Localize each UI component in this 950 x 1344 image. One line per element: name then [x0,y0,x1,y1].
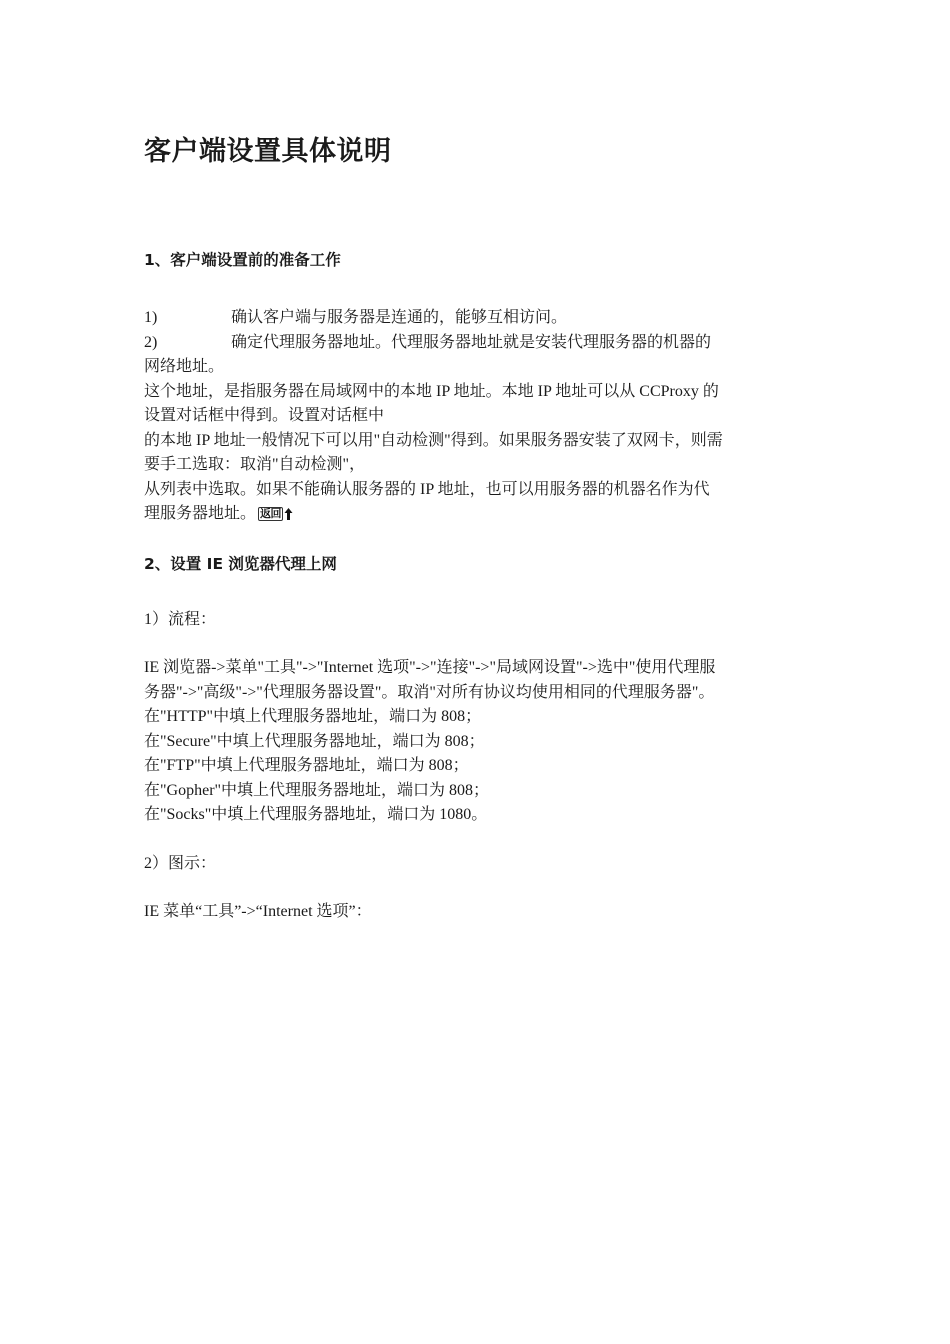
return-link[interactable] [258,507,293,521]
menu-caption: IE 菜单“工具”->“Internet 选项”： [144,903,372,920]
flow-body [144,656,756,828]
paragraph-line: 设置对话框中得到。设置对话框中 [144,407,385,424]
step1-label-block [144,608,756,633]
paragraph-line-text: 理服务器地址。 [144,505,257,522]
list-item [144,331,756,356]
paragraph-line: 在"Socks"中填上代理服务器地址，端口为 1080。 [144,806,488,823]
list-item-text: 确认客户端与服务器是连通的，能够互相访问。 [231,309,568,326]
paragraph-line: 在"Gopher"中填上代理服务器地址，端口为 808； [144,781,490,799]
paragraph-line: 的本地 IP 地址一般情况下可以用"自动检测"得到。如果服务器安装了双网卡，则需 [144,431,723,449]
paragraph-line: 在"HTTP"中填上代理服务器地址，端口为 808； [144,708,482,725]
paragraph-line: 要手工选取：取消"自动检测"， [144,456,366,473]
step2-label-block [144,852,756,877]
section2-heading: 2、设置 IE 浏览器代理上网 [144,555,337,573]
paragraph-line: 这个地址，是指服务器在局域网中的本地 IP 地址。本地 IP 地址可以从 CCProxy 的 [144,382,719,400]
list-item-number: 2) [144,333,158,351]
paragraph-line: 务器"->"高级"->"代理服务器设置"。取消"对所有协议均使用相同的代理服务器"。 [144,683,715,701]
step1-label: 1）流程： [144,611,217,628]
menu-caption-block [144,900,756,925]
paragraph-line: 在"Secure"中填上代理服务器地址，端口为 808； [144,732,485,750]
list-item [144,306,756,331]
step2-label: 2）图示： [144,855,217,872]
list-item-text: 确定代理服务器地址。代理服务器地址就是安装代理服务器的机器的 [231,333,712,351]
section1-heading: 1、客户端设置前的准备工作 [144,251,341,269]
return-link-label: 返回 [260,507,282,520]
paragraph-line: 在"FTP"中填上代理服务器地址，端口为 808； [144,757,469,774]
up-arrow-icon [284,507,293,521]
list-item-number: 1) [144,309,158,326]
paragraph-line: 网络地址。 [144,358,225,375]
document-title: 客户端设置具体说明 [144,136,392,167]
section1-body [144,306,756,527]
paragraph-line: IE 浏览器->菜单"工具"->"Internet 选项"->"连接"->"局域网设置"->选中"使用代理服 [144,659,716,676]
paragraph-line-last [144,502,756,527]
paragraph-line: 从列表中选取。如果不能确认服务器的 IP 地址，也可以用服务器的机器名作为代 [144,480,710,498]
